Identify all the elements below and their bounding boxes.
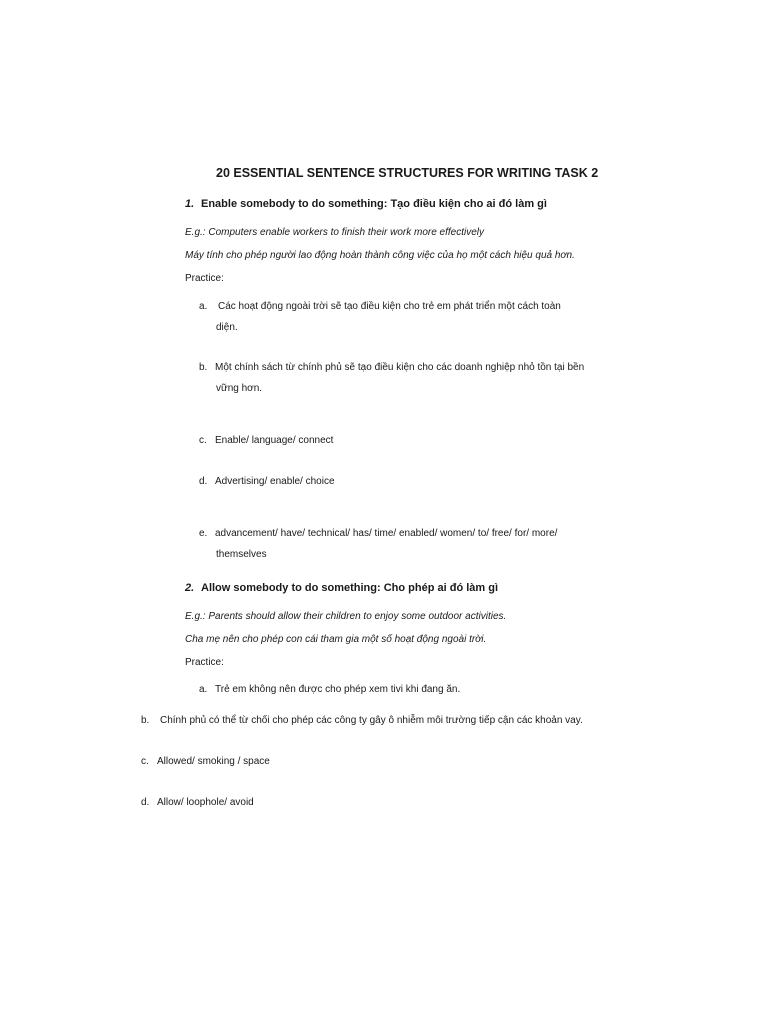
item-marker: d.: [141, 797, 150, 808]
item-text-line: Chính phủ có thể từ chối cho phép các công ty gây ô nhiễm môi trường tiếp cận các khoản vay.: [160, 715, 583, 726]
item-marker: c.: [199, 435, 207, 446]
section-2-example-vi: Cha mẹ nên cho phép con cái tham gia một số hoạt động ngoài trời.: [185, 634, 487, 645]
section-1-practice-label: Practice:: [185, 273, 224, 284]
item-marker: e.: [199, 528, 208, 539]
item-text-line: Enable/ language/ connect: [215, 435, 334, 446]
item-marker: a.: [199, 684, 208, 695]
section-1-heading: Enable somebody to do something: Tạo điều kiện cho ai đó làm gì: [201, 198, 547, 210]
item-marker: d.: [199, 476, 208, 487]
item-text-line: advancement/ have/ technical/ has/ time/ enabled/ women/ to/ free/ for/ more/: [215, 528, 558, 539]
item-text-line: Allow/ loophole/ avoid: [157, 797, 254, 808]
item-text-line: vững hơn.: [216, 383, 263, 394]
item-text-line: themselves: [216, 549, 267, 560]
item-marker: b.: [141, 715, 150, 726]
item-text-line: diện.: [216, 322, 238, 333]
section-2-practice-label: Practice:: [185, 657, 224, 668]
section-2-example-en: E.g.: Parents should allow their children to enjoy some outdoor activities.: [185, 611, 507, 622]
section-1-number: 1.: [185, 198, 195, 210]
item-text-line: Allowed/ smoking / space: [157, 756, 270, 767]
section-2-heading: Allow somebody to do something: Cho phép ai đó làm gì: [201, 582, 498, 594]
section-2-number: 2.: [185, 582, 195, 594]
item-text-line: Advertising/ enable/ choice: [215, 476, 335, 487]
item-text-line: Trẻ em không nên được cho phép xem tivi khi đang ăn.: [215, 684, 461, 695]
item-marker: c.: [141, 756, 149, 767]
section-1-example-vi: Máy tính cho phép người lao động hoàn thành công việc của họ một cách hiệu quả hơn.: [185, 250, 575, 261]
item-marker: b.: [199, 362, 208, 373]
item-text-line: Một chính sách từ chính phủ sẽ tạo điều kiện cho các doanh nghiệp nhỏ tồn tại bền: [215, 362, 585, 373]
page-title: 20 ESSENTIAL SENTENCE STRUCTURES FOR WRITING TASK 2: [216, 166, 599, 180]
item-text-line: Các hoạt động ngoài trời sẽ tạo điều kiện cho trẻ em phát triển một cách toàn: [218, 301, 561, 312]
section-1-example-en: E.g.: Computers enable workers to finish their work more effectively: [185, 227, 485, 238]
item-marker: a.: [199, 301, 208, 312]
